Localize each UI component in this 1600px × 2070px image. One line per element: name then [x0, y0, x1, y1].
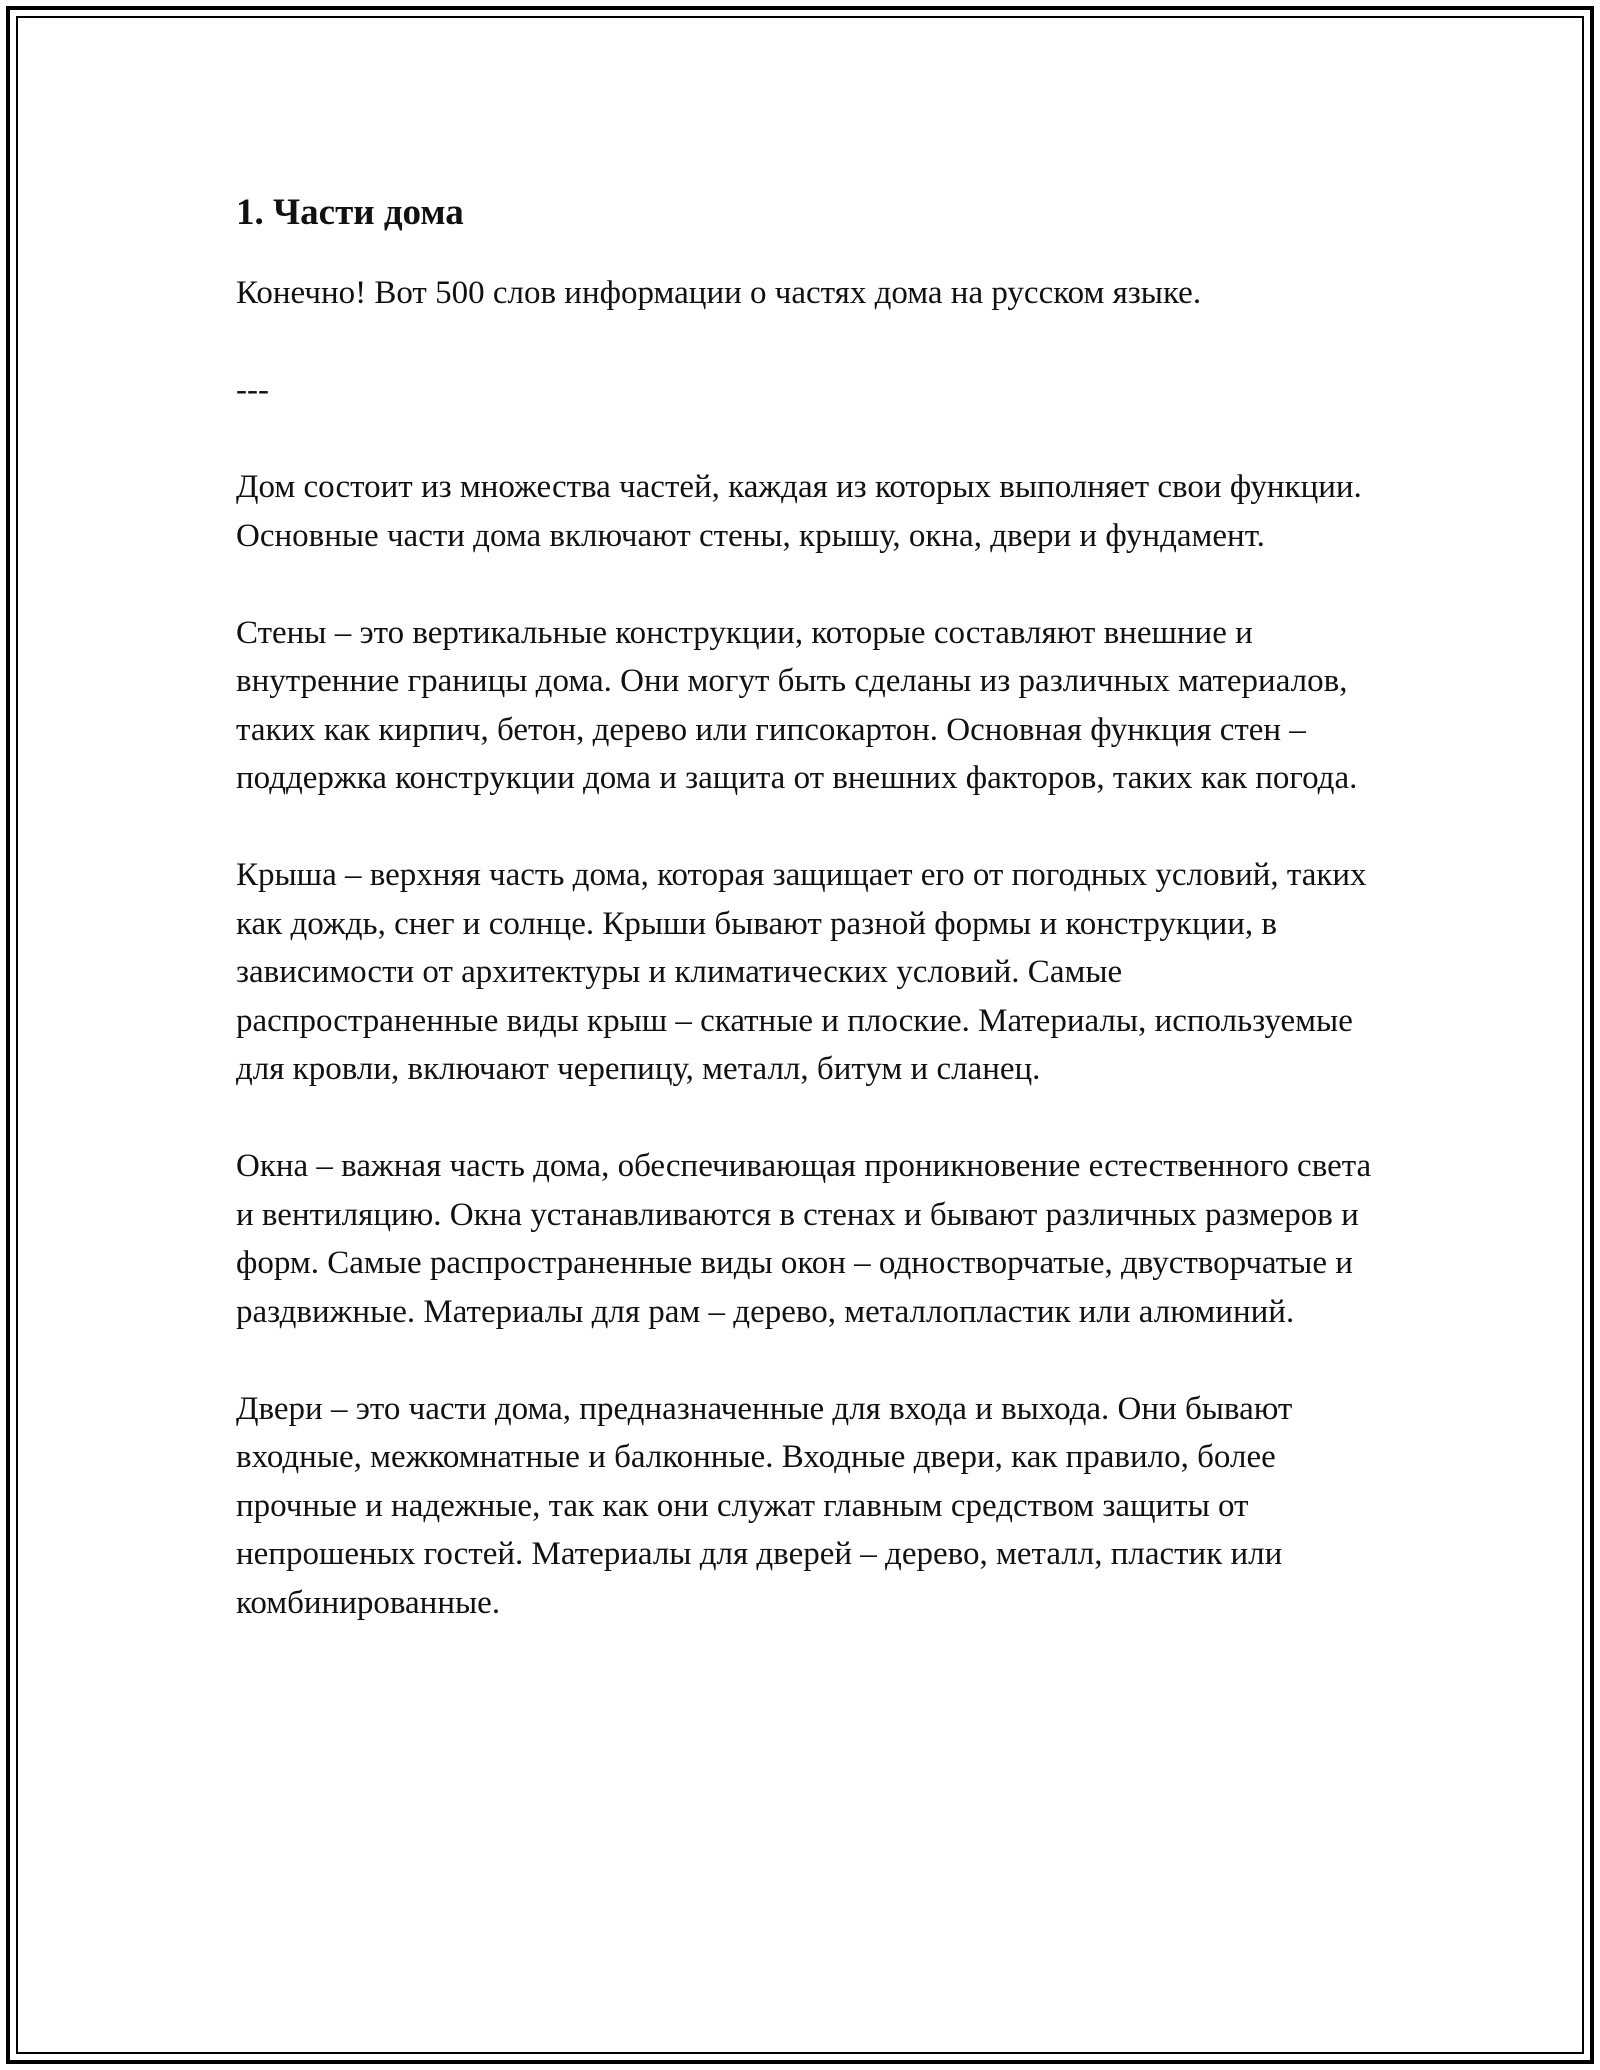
paragraph-roof: Крыша – верхняя часть дома, которая защищает его от погодных условий, таких как дождь, снег и солнце. Крыши бывают разной формы и конструкции, в зависимости от архитектуры и климатических условий. Самые распространенные виды крыш – скатные и плоские. Материалы, используемые для кровли, включают черепицу, металл, битум и сланец.: [236, 857, 1367, 1087]
separator-line: ---: [236, 372, 269, 408]
paragraph-windows: Окна – важная часть дома, обеспечивающая проникновение естественного света и вентиляцию. Окна устанавливаются в стенах и бывают различных размеров и форм. Самые распространенные виды окон – одностворчатые, двустворчатые и раздвижные. Материалы для рам – дерево, металлопластик или алюминий.: [236, 1148, 1372, 1330]
document-body: [236, 185, 1376, 1676]
intro-paragraph: Конечно! Вот 500 слов информации о частях дома на русском языке.: [236, 275, 1202, 311]
paragraph-overview: Дом состоит из множества частей, каждая из которых выполняет свои функции. Основные части дома включают стены, крышу, окна, двери и фундамент.: [236, 469, 1362, 554]
paragraph-doors: Двери – это части дома, предназначенные для входа и выхода. Они бывают входные, межкомнатные и балконные. Входные двери, как правило, более прочные и надежные, так как они служат главным средством защиты от непрошеных гостей. Материалы для дверей – дерево, металл, пластик или комбинированные.: [236, 1390, 1293, 1621]
paragraph-walls: Стены – это вертикальные конструкции, которые составляют внешние и внутренние границы дома. Они могут быть сделаны из различных материалов, таких как кирпич, бетон, дерево или гипсокартон. Основная функция стен – поддержка конструкции дома и защита от внешних факторов, таких как погода.: [236, 614, 1358, 796]
document-title: 1. Части дома: [236, 192, 464, 233]
